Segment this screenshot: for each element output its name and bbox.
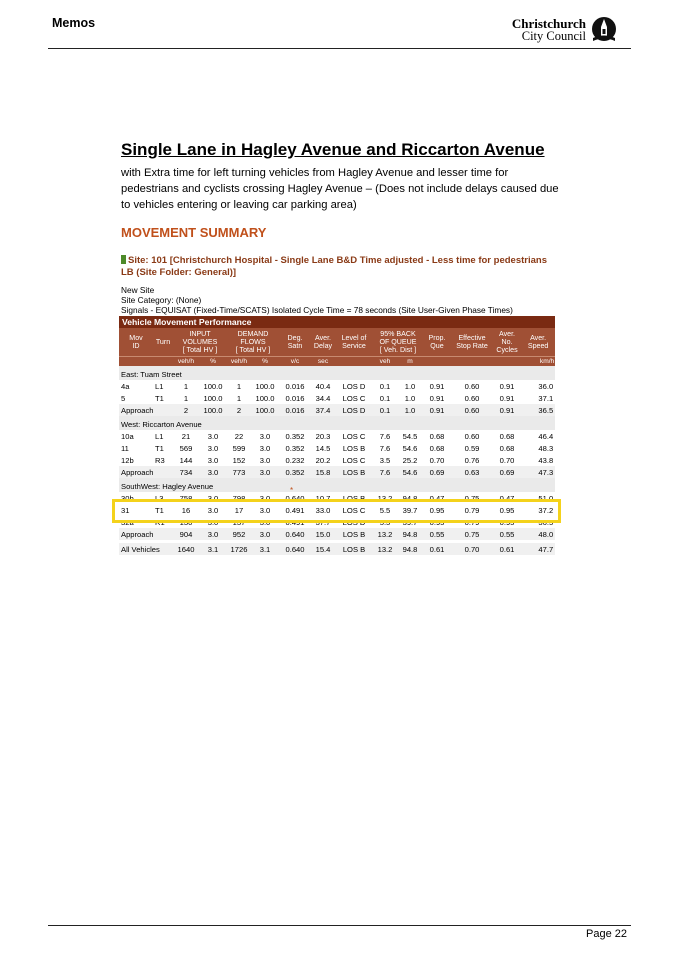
table-cell: 0.61 <box>493 543 521 555</box>
table-cell: 758 <box>179 493 193 503</box>
column-header-line: Delay <box>313 342 333 350</box>
table-cell: 0.352 <box>285 431 305 441</box>
table-cell: 15.8 <box>311 466 335 478</box>
table-cell: 37.7 <box>315 517 331 527</box>
row-label: Approach <box>119 404 173 416</box>
table-cell: 46.4 <box>538 431 554 441</box>
table-cell: 0.68 <box>499 443 515 453</box>
table-cell: LOS C <box>342 505 366 515</box>
unit-cell: km/h <box>521 357 555 367</box>
table-cell: 1 <box>183 381 189 391</box>
unit-cell <box>153 357 173 367</box>
table-cell: 144 <box>179 455 193 465</box>
table-cell: 0.352 <box>279 466 311 478</box>
table-cell: 0.60 <box>464 381 480 391</box>
column-header-line: Que <box>430 342 444 350</box>
table-cell: 54.5 <box>402 431 418 441</box>
table-cell: LOS B <box>342 443 366 453</box>
table-row <box>119 454 555 466</box>
table-cell: 12b <box>121 455 134 465</box>
column-header-line: INPUT <box>189 330 211 338</box>
column-header-line: FLOWS <box>240 338 266 346</box>
table-cell: 3.0 <box>259 493 271 503</box>
table-cell: 952 <box>227 528 251 540</box>
column-header <box>373 328 423 357</box>
site-meta <box>121 285 513 315</box>
table-cell: 100.0 <box>203 393 223 403</box>
table-cell: 1 <box>183 393 189 403</box>
column-header <box>227 328 279 357</box>
table-cell: LOS B <box>335 466 373 478</box>
table-cell: 0.70 <box>451 543 493 555</box>
row-label: All Vehicles <box>119 543 173 555</box>
table-cell: 0.016 <box>285 393 305 403</box>
table-cell: 31 <box>121 505 130 515</box>
document-title: Single Lane in Hagley Avenue and Riccarton Avenue <box>121 140 545 159</box>
column-header <box>521 328 555 357</box>
table-cell: 0.55 <box>423 528 451 540</box>
table-cell: R1 <box>155 517 165 527</box>
column-header-line: Turn <box>155 338 171 346</box>
table-cell: 36.0 <box>538 381 554 391</box>
table-cell: 1.0 <box>397 404 423 416</box>
table-cell: 54.6 <box>397 466 423 478</box>
table-cell: 7.6 <box>379 431 391 441</box>
column-header <box>311 328 335 357</box>
table-cell: LOS D <box>342 517 366 527</box>
table-banner: Vehicle Movement Performance <box>119 316 555 328</box>
column-header <box>173 328 227 357</box>
table-cell: 47.3 <box>521 466 555 478</box>
group-row <box>119 478 555 492</box>
unit-cell <box>119 357 153 367</box>
table-cell: 43.8 <box>538 455 554 465</box>
table-cell: 3.0 <box>207 455 219 465</box>
table-cell: 54.6 <box>402 443 418 453</box>
row-label: Approach <box>119 528 173 540</box>
critical-marker: * <box>290 486 294 495</box>
table-cell: 36.5 <box>521 404 555 416</box>
table-cell: R3 <box>155 455 165 465</box>
row-label: Approach <box>119 466 173 478</box>
table-cell: T1 <box>155 443 164 453</box>
table-cell: 17 <box>234 505 244 515</box>
table-cell: 137 <box>232 517 246 527</box>
group-label: SouthWest: Hagley Avenue <box>119 478 555 492</box>
table-cell: 0.69 <box>493 466 521 478</box>
table-cell: 20.2 <box>315 455 331 465</box>
table-cell: 773 <box>227 466 251 478</box>
table-cell: 0.75 <box>464 493 480 503</box>
unit-cell: % <box>199 357 227 367</box>
column-header-line: Aver. <box>314 334 332 342</box>
table-cell: 0.1 <box>373 404 397 416</box>
table-cell: 1 <box>236 381 242 391</box>
table-cell: 5 <box>121 393 126 403</box>
cathedral-icon <box>590 16 618 44</box>
page-number: Page 22 <box>586 928 627 940</box>
table-cell: 3.1 <box>199 543 227 555</box>
table-cell: 0.91 <box>423 404 451 416</box>
table-cell: 21 <box>181 431 191 441</box>
table-cell: 904 <box>173 528 199 540</box>
column-header-line: Mov <box>129 334 143 342</box>
table-cell: T1 <box>155 505 164 515</box>
table-cell: 14.5 <box>315 443 331 453</box>
flag-icon <box>121 255 126 264</box>
table-cell: 36.5 <box>538 517 554 527</box>
column-header-line: Aver. <box>498 330 516 338</box>
table-cell: 7.6 <box>373 466 397 478</box>
table-cell: 3.0 <box>207 443 219 453</box>
table-cell: 3.0 <box>259 443 271 453</box>
logo-line-1: Christchurch <box>511 16 586 31</box>
table-cell: 0.91 <box>493 404 521 416</box>
column-header-line: DEMAND <box>237 330 269 338</box>
table-cell: 0.60 <box>464 431 480 441</box>
table-cell: 0.95 <box>429 505 445 515</box>
table-cell: 22 <box>234 431 244 441</box>
table-cell: 13.2 <box>377 493 393 503</box>
table-cell: 37.1 <box>538 393 554 403</box>
column-header-line: No. <box>501 338 513 346</box>
table-cell: 3.0 <box>251 528 279 540</box>
column-header-line: Cycles <box>496 346 518 354</box>
table-cell: 1.0 <box>404 393 416 403</box>
table-cell: 2 <box>227 404 251 416</box>
site-description <box>121 255 551 279</box>
column-header-line: Speed <box>527 342 549 350</box>
unit-cell <box>493 357 521 367</box>
header-rule <box>48 48 631 49</box>
meta-line: Site Category: (None) <box>121 295 202 305</box>
table-cell: 94.8 <box>397 543 423 555</box>
column-header <box>153 328 173 357</box>
table-cell: 0.91 <box>499 393 515 403</box>
column-header <box>279 328 311 357</box>
table-cell: 40.4 <box>315 381 331 391</box>
table-cell: 10a <box>121 431 134 441</box>
unit-cell <box>451 357 493 367</box>
table-cell: 47.7 <box>521 543 555 555</box>
table-cell: 37.2 <box>538 505 554 515</box>
table-cell: 3.0 <box>207 493 219 503</box>
table-cell: 0.95 <box>429 517 445 527</box>
column-header-line: Deg. <box>287 334 303 342</box>
table-cell: 0.61 <box>423 543 451 555</box>
column-header-line: [ Total HV ] <box>182 346 218 354</box>
group-row <box>119 366 555 380</box>
all-vehicles-row <box>119 543 555 555</box>
table-cell: 0.232 <box>285 455 305 465</box>
table-cell: T1 <box>155 393 164 403</box>
table-cell: 20.3 <box>315 431 331 441</box>
column-header-line: VOLUMES <box>182 338 218 346</box>
table-cell: 32a <box>121 517 134 527</box>
column-header-line: Prop. <box>428 334 446 342</box>
footer-rule <box>48 925 631 926</box>
table-cell: 3.0 <box>199 528 227 540</box>
table-cell: 4a <box>121 381 130 391</box>
council-logo <box>511 14 618 44</box>
group-row <box>119 416 555 430</box>
table-cell: 0.70 <box>429 455 445 465</box>
column-header-line: OF QUEUE <box>379 338 417 346</box>
table-cell: 599 <box>232 443 246 453</box>
table-cell: 3.5 <box>379 455 391 465</box>
table-cell: L1 <box>155 381 164 391</box>
table-cell: 3.1 <box>251 543 279 555</box>
column-header <box>119 328 153 357</box>
column-header-line: [ Veh. Dist ] <box>379 346 417 354</box>
unit-cell: m <box>397 357 423 367</box>
column-header-line: 95% BACK <box>380 330 416 338</box>
table-cell: LOS D <box>335 404 373 416</box>
table-cell: 15.4 <box>311 543 335 555</box>
table-cell: 5.5 <box>379 517 391 527</box>
table-cell: 3.0 <box>259 455 271 465</box>
table-cell: 100.0 <box>255 381 275 391</box>
table-row <box>119 430 555 442</box>
table-cell: 100.0 <box>255 393 275 403</box>
logo-line-2: City Council <box>521 29 586 43</box>
table-cell: 0.95 <box>499 505 515 515</box>
table-cell: 0.63 <box>451 466 493 478</box>
table-cell: 0.59 <box>464 443 480 453</box>
table-cell: 1 <box>236 393 242 403</box>
table-cell: 3.0 <box>259 505 271 515</box>
table-cell: 1640 <box>173 543 199 555</box>
table-cell: 0.47 <box>499 493 515 503</box>
unit-cell <box>335 357 373 367</box>
table-cell: 1.0 <box>404 381 416 391</box>
table-cell: 0.91 <box>429 393 445 403</box>
group-label: East: Tuam Street <box>119 366 555 380</box>
table-cell: 48.3 <box>538 443 554 453</box>
table-cell: 0.69 <box>423 466 451 478</box>
table-cell: 16 <box>181 505 191 515</box>
table-cell: 37.4 <box>311 404 335 416</box>
unit-cell: veh/h <box>227 357 251 367</box>
table-cell: 0.68 <box>499 431 515 441</box>
site-text: Site: 101 [Christchurch Hospital - Single Lane B&D Time adjusted - Less time for pedestrians LB (Site Folder: General)] <box>121 255 547 278</box>
table-cell: 0.68 <box>429 431 445 441</box>
approach-row <box>119 404 555 416</box>
table-cell: 15.0 <box>311 528 335 540</box>
column-header-line: Aver. <box>530 334 547 342</box>
table-cell: 0.352 <box>285 443 305 453</box>
approach-row <box>119 528 555 540</box>
column-header <box>335 328 373 357</box>
table-cell: 34.4 <box>315 393 331 403</box>
unit-cell: veh <box>373 357 397 367</box>
column-header-line: ID <box>132 342 140 350</box>
table-cell: 569 <box>179 443 193 453</box>
table-cell: 33.0 <box>315 505 331 515</box>
table-cell: LOS D <box>342 381 366 391</box>
section-heading: MOVEMENT SUMMARY <box>121 225 267 240</box>
unit-cell: veh/h <box>173 357 199 367</box>
unit-cell: v/c <box>279 357 311 367</box>
table-cell: 39.7 <box>402 505 418 515</box>
table-cell: 30b <box>121 493 134 503</box>
table-cell: 3.0 <box>259 517 271 527</box>
table-cell: 3.0 <box>207 517 219 527</box>
table-cell: 130 <box>179 517 193 527</box>
table-cell: 0.79 <box>464 517 480 527</box>
table-cell: 7.6 <box>379 443 391 453</box>
table-cell: 5.5 <box>379 505 391 515</box>
column-header-line: Effective <box>458 334 486 342</box>
table-cell: 0.640 <box>279 528 311 540</box>
table-cell: L3 <box>155 493 164 503</box>
table-cell: 0.55 <box>493 528 521 540</box>
column-header <box>451 328 493 357</box>
column-header-line: [ Total HV ] <box>235 346 271 354</box>
table-cell: 0.76 <box>464 455 480 465</box>
column-header-line: Level of <box>341 334 367 342</box>
table-cell: 3.0 <box>259 431 271 441</box>
table-cell: 0.016 <box>279 404 311 416</box>
column-header <box>423 328 451 357</box>
table-cell: 0.60 <box>464 393 480 403</box>
table-cell: 3.0 <box>207 505 219 515</box>
column-header-line: Stop Rate <box>456 342 488 350</box>
table-cell: 13.2 <box>373 528 397 540</box>
table-cell: 13.2 <box>373 543 397 555</box>
table-cell: 11 <box>121 443 129 453</box>
unit-cell: sec <box>311 357 335 367</box>
table-cell: 0.91 <box>499 381 515 391</box>
table-cell: L1 <box>155 431 164 441</box>
column-header-line: Satn <box>287 342 303 350</box>
table-cell: 0.491 <box>285 505 305 515</box>
meta-line: Signals - EQUISAT (Fixed-Time/SCATS) Isolated Cycle Time = 78 seconds (Site User-Given Phase Times) <box>121 305 513 315</box>
group-label: West: Riccarton Avenue <box>119 416 555 430</box>
table-cell: LOS C <box>342 393 366 403</box>
table-cell: 3.0 <box>251 466 279 478</box>
table-cell: 0.1 <box>379 393 391 403</box>
table-cell: 0.75 <box>451 528 493 540</box>
table-cell: 2 <box>173 404 199 416</box>
intro-paragraph: with Extra time for left turning vehicles from Hagley Avenue and lesser time for pedestrians and cyclists crossing Hagley Avenue – (Does not include delays caused due to vehicles entering or leaving car parking area) <box>121 167 559 211</box>
table-cell: LOS C <box>342 455 366 465</box>
table-cell: 0.1 <box>379 381 391 391</box>
table-row <box>119 380 555 392</box>
table-row <box>119 442 555 454</box>
table-cell: 1726 <box>227 543 251 555</box>
header-title: Memos <box>52 16 96 30</box>
table-cell: LOS B <box>342 493 366 503</box>
table-cell: 100.0 <box>203 381 223 391</box>
table-cell: 94.8 <box>402 493 418 503</box>
table-cell: 152 <box>232 455 246 465</box>
unit-cell: % <box>251 357 279 367</box>
table-cell: 48.0 <box>521 528 555 540</box>
table-cell: 0.640 * <box>285 486 305 503</box>
table-cell: 0.60 <box>451 404 493 416</box>
table-cell: LOS B <box>335 543 373 555</box>
table-cell: 3.0 <box>199 466 227 478</box>
table-cell: 0.016 <box>285 381 305 391</box>
table-cell: 734 <box>173 466 199 478</box>
column-header-line: Service <box>342 342 366 350</box>
table-cell: 39.7 <box>402 517 418 527</box>
table-cell: 3.0 <box>207 431 219 441</box>
unit-cell <box>423 357 451 367</box>
table-cell: 100.0 <box>251 404 279 416</box>
table-cell: LOS C <box>342 431 366 441</box>
table-cell: 100.0 <box>199 404 227 416</box>
highlight-box <box>112 499 561 523</box>
approach-row <box>119 466 555 478</box>
table-cell: 0.47 <box>429 493 445 503</box>
table-cell: 94.8 <box>397 528 423 540</box>
table-cell: 0.640 <box>279 543 311 555</box>
table-cell: 0.95 <box>499 517 515 527</box>
table-cell: 25.2 <box>402 455 418 465</box>
table-cell: 0.79 <box>464 505 480 515</box>
table-cell: 0.491 <box>285 517 305 527</box>
table-cell: 10.7 <box>315 493 331 503</box>
meta-line: New Site <box>121 285 155 295</box>
table-cell: 0.70 <box>499 455 515 465</box>
table-cell: 798 <box>232 493 246 503</box>
table-row <box>119 392 555 404</box>
table-cell: LOS B <box>335 528 373 540</box>
table-cell: 0.68 <box>429 443 445 453</box>
table-cell: 0.91 <box>429 381 445 391</box>
table-cell: 51.0 <box>538 493 554 503</box>
column-header <box>493 328 521 357</box>
